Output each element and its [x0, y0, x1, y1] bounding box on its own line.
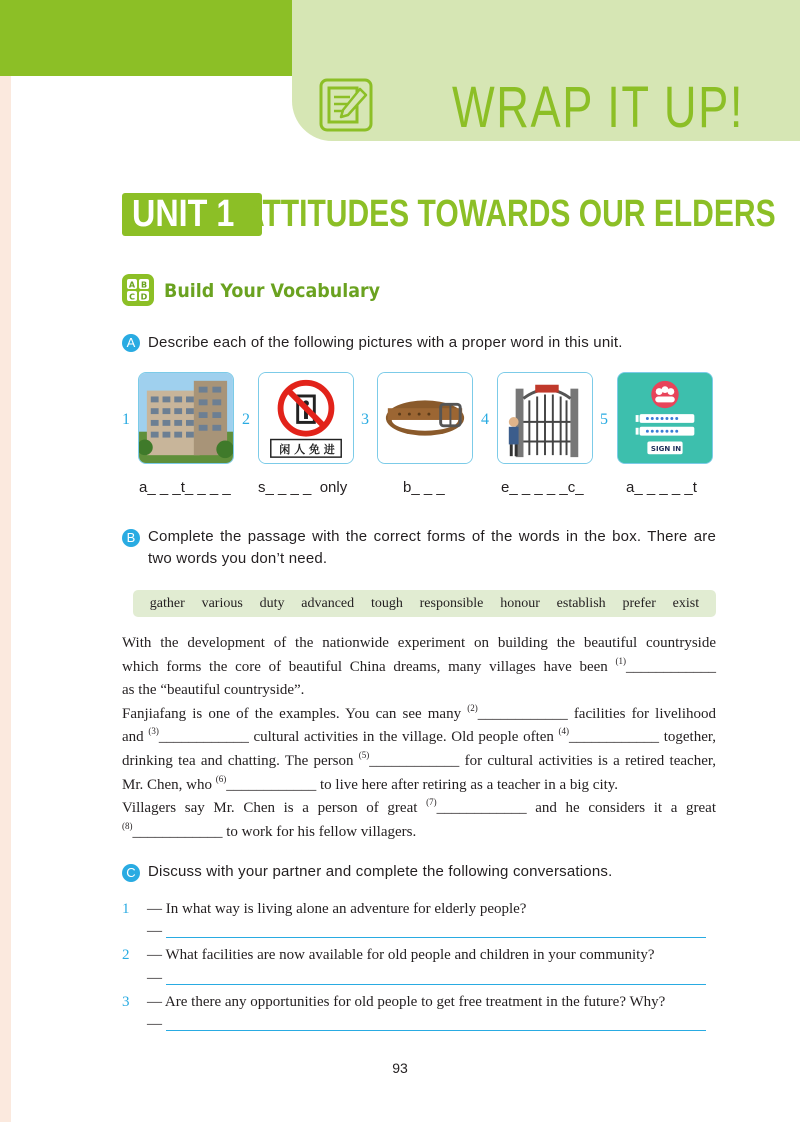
section-b-instruction-line1: Complete the passage with the correct forms of the words in the box. There are	[148, 528, 716, 545]
blank-number: (2)	[467, 702, 478, 713]
passage-text: ____________ facilities for livelihood	[477, 705, 716, 722]
section-b-marker: B	[122, 529, 140, 547]
blank-number: (5)	[358, 749, 370, 760]
unit-badge-label: UNIT 1	[132, 193, 235, 235]
conversation-number: 3	[122, 994, 130, 1010]
word-bank-item: responsible	[419, 595, 484, 611]
passage-text: ____________ to work for his fellow villagers.	[132, 823, 417, 840]
picture-caption: e_ _ _ _ _c_	[501, 479, 584, 496]
abc-blocks-icon	[121, 273, 155, 307]
conversation-number: 1	[122, 901, 130, 917]
conversation-number: 2	[122, 947, 130, 963]
conversation-question: — Are there any opportunities for old people to get free treatment in the future? Why?	[147, 994, 666, 1010]
conversation-question: — What facilities are now available for old people and children in your community?	[147, 947, 655, 963]
picture-number: 3	[361, 411, 369, 428]
picture-caption: b_ _ _	[403, 479, 445, 496]
passage-text: drinking tea and chatting. The person	[122, 752, 359, 769]
passage	[122, 632, 716, 844]
signin-label: SIGN IN	[650, 445, 682, 453]
passage-text: ____________ together,	[569, 729, 716, 746]
section-c-instruction: Discuss with your partner and complete the following conversations.	[148, 863, 613, 880]
word-bank-item: tough	[370, 595, 403, 611]
picture-apartment	[138, 372, 234, 464]
word-bank-item: duty	[259, 595, 285, 611]
picture-number: 1	[122, 411, 130, 428]
svg-text:D: D	[140, 292, 148, 302]
banner-title: WRAP IT UP!	[452, 75, 745, 140]
passage-text: and	[122, 729, 149, 746]
answer-dash: —	[147, 970, 162, 986]
word-bank-item: advanced	[301, 595, 355, 611]
word-bank-item: various	[201, 595, 243, 611]
passage-text: ____________ cultural activities in the village. Old people often	[158, 729, 559, 746]
passage-text: ____________ for cultural activities is a retired teacher,	[369, 752, 716, 769]
word-bank-item: prefer	[622, 595, 656, 611]
header-color-bar	[0, 0, 292, 76]
notepad-pencil-icon	[318, 77, 374, 133]
page-edge-strip	[0, 0, 11, 1122]
passage-line	[122, 821, 716, 845]
svg-text:A: A	[128, 280, 136, 290]
blank-number: (1)	[615, 655, 626, 666]
passage-line: as the “beautiful countryside”.	[122, 682, 305, 699]
blank-number: (4)	[558, 726, 570, 737]
section-heading: Build Your Vocabulary	[164, 280, 381, 302]
passage-text: ____________ to live here after retiring as a teacher in a big city.	[226, 776, 619, 793]
blank-number: (6)	[215, 773, 227, 784]
picture-no-entry	[258, 372, 354, 464]
picture-number: 2	[242, 411, 250, 428]
picture-caption: a_ _ _t_ _ _ _	[139, 479, 231, 496]
picture-account	[617, 372, 713, 464]
picture-caption: s_ _ _ _ only	[258, 479, 348, 496]
answer-line[interactable]	[166, 1030, 706, 1031]
belt-icon	[378, 373, 472, 463]
answer-dash: —	[147, 923, 162, 939]
apartment-building-icon	[139, 373, 233, 463]
passage-line	[122, 703, 716, 727]
blank: ____________	[626, 658, 716, 675]
picture-gate	[497, 372, 593, 464]
picture-belt	[377, 372, 473, 464]
blank-number: (3)	[148, 726, 159, 737]
picture-number: 5	[600, 411, 608, 428]
passage-text: ____________ and he considers it a great	[436, 800, 716, 817]
answer-line[interactable]	[166, 984, 706, 985]
word-bank-item: honour	[500, 595, 540, 611]
picture-caption: a_ _ _ _ _t	[626, 479, 697, 496]
svg-text:B: B	[140, 280, 148, 290]
gate-entrance-icon	[498, 373, 592, 463]
passage-line	[122, 656, 716, 680]
unit-title: ATTITUDES TOWARDS OUR ELDERS	[243, 193, 776, 235]
word-bank-item: gather	[149, 595, 185, 611]
word-bank-item: exist	[672, 595, 700, 611]
answer-dash: —	[147, 1016, 162, 1032]
passage-text: Mr. Chen, who	[122, 776, 216, 793]
sign-text: 闲 人 免 进	[279, 443, 335, 456]
svg-text:C: C	[129, 292, 135, 302]
picture-number: 4	[481, 411, 489, 428]
passage-line	[122, 797, 716, 821]
passage-text: Villagers say Mr. Chen is a person of great	[122, 800, 427, 817]
section-c-marker: C	[122, 864, 140, 882]
section-a-marker: A	[122, 334, 140, 352]
blank-number: (8)	[122, 820, 133, 831]
conversation-question: — In what way is living alone an adventure for elderly people?	[147, 901, 527, 917]
unit-badge	[122, 193, 262, 236]
passage-text: Fanjiafang is one of the examples. You can see many	[122, 705, 468, 722]
word-bank-item: establish	[556, 595, 606, 611]
section-a-instruction: Describe each of the following pictures with a proper word in this unit.	[148, 334, 623, 351]
blank-number: (7)	[426, 797, 437, 808]
passage-line	[122, 750, 716, 774]
answer-line[interactable]	[166, 937, 706, 938]
passage-line	[122, 726, 716, 750]
passage-text: which forms the core of beautiful China dreams, many villages have been	[122, 658, 616, 675]
page-number: 93	[392, 1060, 408, 1076]
word-bank	[133, 590, 716, 617]
passage-line: With the development of the nationwide experiment on building the beautiful countryside	[122, 635, 716, 651]
passage-line	[122, 774, 716, 798]
section-b-instruction-line2: two words you don’t need.	[148, 550, 328, 567]
